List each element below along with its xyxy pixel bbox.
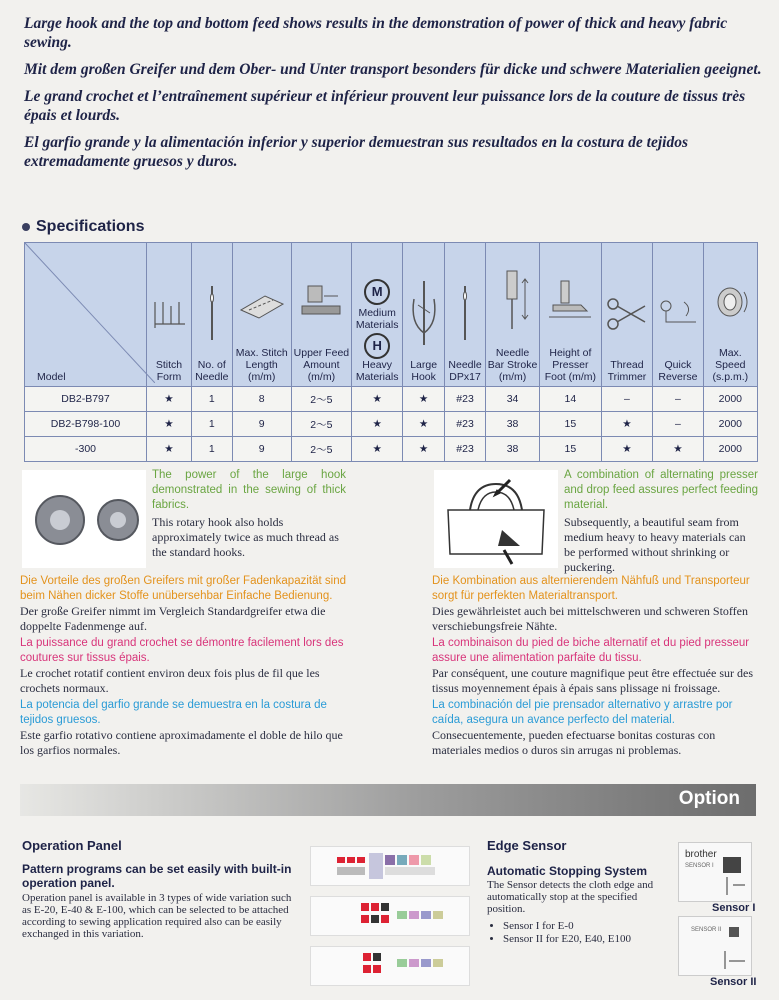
intro-german: Mit dem großen Greifer und dem Ober- und Unter transport besonders für dicke und schwere Materialien geeignet.	[24, 61, 762, 78]
col-large-hook	[403, 243, 445, 387]
feed-feature-languages	[432, 574, 758, 758]
feed-de-headline: Die Kombination aus alternierendem Nähfuß und Transporteur sorgt für perfekten Materialtransport.	[432, 575, 750, 602]
diagonal-line-icon	[25, 243, 155, 383]
control-panel-icon	[311, 847, 469, 885]
table-cell: #23	[444, 437, 485, 462]
hook-feature-languages	[20, 574, 348, 758]
hook-feature-text	[152, 468, 346, 560]
table-cell: 38	[486, 412, 540, 437]
col-no-of-needle	[191, 243, 232, 387]
edge-sensor-body: The Sensor detects the cloth edge and automatically stop at the specified position.	[487, 879, 654, 915]
feed-en-headline: A combination of alternating presser and drop feed assures perfect feeding material.	[564, 469, 758, 511]
spec-header-row	[25, 243, 758, 387]
col-label-max-speed: Max. Speed (s.p.m.)	[712, 347, 749, 383]
col-max-speed	[703, 243, 757, 387]
table-cell: 2000	[703, 412, 757, 437]
hook-fr-headline: La puissance du grand crochet se démontre facilement lors des coutures sur tissus épais.	[20, 637, 344, 664]
hook-es-body: Este garfio rotativo contiene aproximadamente el doble de hilo que los garfios normales.	[20, 728, 343, 757]
table-cell: 1	[191, 387, 232, 412]
col-presser-foot	[540, 243, 602, 387]
model-cell: -300	[25, 437, 147, 462]
feed-feature-text	[564, 468, 758, 575]
table-cell: 38	[486, 437, 540, 462]
sensor-2-image	[678, 916, 752, 976]
intro-block	[24, 14, 764, 179]
operation-panel-title: Operation Panel	[22, 838, 122, 853]
table-row	[25, 387, 758, 412]
sensor-list	[487, 920, 631, 946]
table-cell: ★	[351, 437, 402, 462]
table-cell: 2～5	[291, 437, 351, 462]
hook-en-body: This rotary hook also holds approximately twice as much thread as the standard hooks.	[152, 515, 339, 559]
panel-e100	[310, 846, 470, 886]
heavy-materials-icon: H	[364, 333, 390, 359]
list-item: • Sensor I for E-0	[503, 920, 631, 933]
speed-icon	[708, 282, 752, 322]
col-needle-dp	[444, 243, 485, 387]
rotary-hook-photo	[22, 470, 146, 568]
medium-materials-icon: M	[364, 279, 390, 305]
table-cell: ★	[147, 412, 192, 437]
bag-photo	[434, 470, 558, 568]
table-cell: 9	[232, 437, 291, 462]
table-cell: ★	[147, 437, 192, 462]
table-cell: –	[653, 387, 704, 412]
table-cell: 1	[191, 412, 232, 437]
table-row	[25, 412, 758, 437]
thread-trimmer-icon	[605, 294, 649, 334]
large-hook-icon	[406, 279, 442, 349]
sensor-1-label: Sensor I	[712, 902, 756, 914]
table-cell: –	[601, 387, 652, 412]
feed-de-body: Dies gewährleistet auch bei mittelschweren und schweren Stoffen verschiebungsfreie Nähte.	[432, 604, 749, 633]
sensor-icon	[679, 917, 751, 975]
table-cell: #23	[444, 412, 485, 437]
sensor-1-image	[678, 842, 752, 902]
hook-de-headline: Die Vorteile des großen Greifers mit großer Fadenkapazität sind beim Nähen dicker Stoffe unübersehbar Einfache Bedienung.	[20, 575, 346, 602]
hook-en-headline: The power of the large hook demonstrated in the sewing of thick fabrics.	[152, 469, 346, 511]
col-label-no-of-needle: No. of Needle	[195, 359, 229, 383]
control-panel-icon	[311, 897, 469, 935]
col-label-heavy-materials: Heavy Materials	[355, 359, 399, 383]
model-cell: DB2-B798-100	[25, 412, 147, 437]
hook-es-headline: La potencia del garfio grande se demuestra en la costura de tejidos gruesos.	[20, 699, 327, 726]
table-cell: 8	[232, 387, 291, 412]
table-cell: ★	[653, 437, 704, 462]
feed-fr-body: Par conséquent, une couture magnifique peut être effectuée sur des tissus moyennement épais à épais sans plissage ni froissage.	[432, 666, 753, 695]
edge-sensor-title: Edge Sensor	[487, 838, 567, 853]
sensor-2-panel-text: SENSOR II	[691, 927, 722, 933]
col-label-needle-bar: Needle Bar Stroke (m/m)	[487, 347, 538, 383]
col-upper-feed	[291, 243, 351, 387]
table-cell: –	[653, 412, 704, 437]
sensor-icon	[679, 843, 751, 901]
needle-dp-icon	[455, 284, 475, 344]
panel-e20	[310, 946, 470, 986]
bag-icon	[434, 470, 558, 568]
sensor-1-panel-text: SENSOR I	[685, 863, 714, 869]
col-stitch-length	[232, 243, 291, 387]
table-cell: 9	[232, 412, 291, 437]
table-cell: ★	[351, 387, 402, 412]
col-label-needle-dp: Needle DPx17	[448, 359, 482, 383]
model-cell: DB2-B797	[25, 387, 147, 412]
operation-panel-body: Operation panel is available in 3 types of wide variation such as E-20, E-40 & E-100, which can be selected to be attached according to sewing application required also can be easily exchanged in this variation.	[22, 892, 292, 940]
col-label-quick-reverse: Quick Reverse	[658, 359, 698, 383]
list-item: • Sensor II for E20, E40, E100	[503, 933, 631, 946]
specifications-heading	[22, 218, 144, 236]
panel-e40	[310, 896, 470, 936]
table-cell: ★	[351, 412, 402, 437]
model-header-label: Model	[37, 371, 66, 383]
sensor-1-brand: brother	[685, 849, 717, 860]
table-cell: 15	[540, 412, 602, 437]
feed-es-body: Consecuentemente, pueden efectuarse bonitas costuras con materiales medios o duros sin arrugas ni problemas.	[432, 728, 716, 757]
table-cell: ★	[147, 387, 192, 412]
table-cell: #23	[444, 387, 485, 412]
col-label-stitch-form: Stitch Form	[155, 359, 183, 383]
col-needle-bar	[486, 243, 540, 387]
table-cell: 14	[540, 387, 602, 412]
col-label-thread-trimmer: Thread Trimmer	[607, 359, 647, 383]
col-thread-trimmer	[601, 243, 652, 387]
presser-foot-icon	[547, 277, 593, 327]
table-cell: 2000	[703, 387, 757, 412]
col-materials	[351, 243, 402, 387]
presser-feed-icon	[298, 282, 344, 322]
operation-panels-image	[310, 842, 468, 988]
needle-bar-icon	[493, 267, 533, 337]
col-label-presser-foot: Height of Presser Foot (m/m)	[544, 347, 597, 383]
col-quick-reverse	[653, 243, 704, 387]
specifications-title: Specifications	[36, 218, 145, 235]
feed-en-body: Subsequently, a beautiful seam from medium heavy to heavy materials can be performed without shrinking or puckering.	[564, 515, 746, 574]
table-cell: 2～5	[291, 412, 351, 437]
table-cell: ★	[403, 412, 445, 437]
sensor-2-label: Sensor II	[710, 976, 757, 988]
option-title: Option	[678, 788, 740, 809]
hook-fr-body: Le crochet rotatif contient environ deux fois plus de fil que les crochets normaux.	[20, 666, 320, 695]
bullet-icon	[22, 223, 30, 231]
feed-fr-headline: La combinaison du pied de biche alternatif et du pied presseur assure une alimentation parfaite du tissu.	[432, 637, 750, 664]
table-cell: 1	[191, 437, 232, 462]
stitch-length-icon	[239, 282, 285, 322]
table-cell: 34	[486, 387, 540, 412]
intro-french: Le grand crochet et l’entraînement supérieur et inférieur prouvent leur puissance lors de la couture de tissus très épais et lourds.	[24, 88, 746, 124]
feed-es-headline: La combinación del pie prensador alternativo y arrastre por caída, asegura un avance perfecto del material.	[432, 699, 733, 726]
rotary-hook-icon	[22, 470, 146, 568]
needle-icon	[202, 284, 222, 344]
col-label-large-hook: Large Hook	[410, 359, 438, 383]
intro-spanish: El garfio grande y la alimentación inferior y superior demuestran sus resultados en la costura de tejidos extremadamente gruesos y duros.	[24, 134, 688, 170]
table-row	[25, 437, 758, 462]
table-cell: 15	[540, 437, 602, 462]
operation-panel-subtitle: Pattern programs can be set easily with built-in operation panel.	[22, 862, 292, 890]
table-cell: 2～5	[291, 387, 351, 412]
col-label-upper-feed: Upper Feed Amount (m/m)	[293, 347, 350, 383]
control-panel-icon	[311, 947, 469, 985]
quick-reverse-icon	[656, 294, 700, 334]
hook-de-body: Der große Greifer nimmt im Vergleich Standardgreifer etwa die doppelte Fadenmenge auf.	[20, 604, 326, 633]
table-cell: ★	[403, 387, 445, 412]
intro-english: Large hook and the top and bottom feed shows results in the demonstration of power of thick and heavy fabric sewing.	[24, 15, 728, 51]
table-cell: ★	[403, 437, 445, 462]
table-cell: 2000	[703, 437, 757, 462]
edge-sensor-subtitle: Automatic Stopping System	[487, 864, 648, 878]
table-cell: ★	[601, 437, 652, 462]
col-label-medium-materials: Medium Materials	[355, 307, 399, 331]
specifications-table	[24, 242, 758, 462]
col-label-stitch-length: Max. Stitch Length (m/m)	[235, 347, 288, 383]
option-banner	[20, 784, 756, 816]
table-cell: ★	[601, 412, 652, 437]
model-header-cell	[25, 243, 147, 387]
